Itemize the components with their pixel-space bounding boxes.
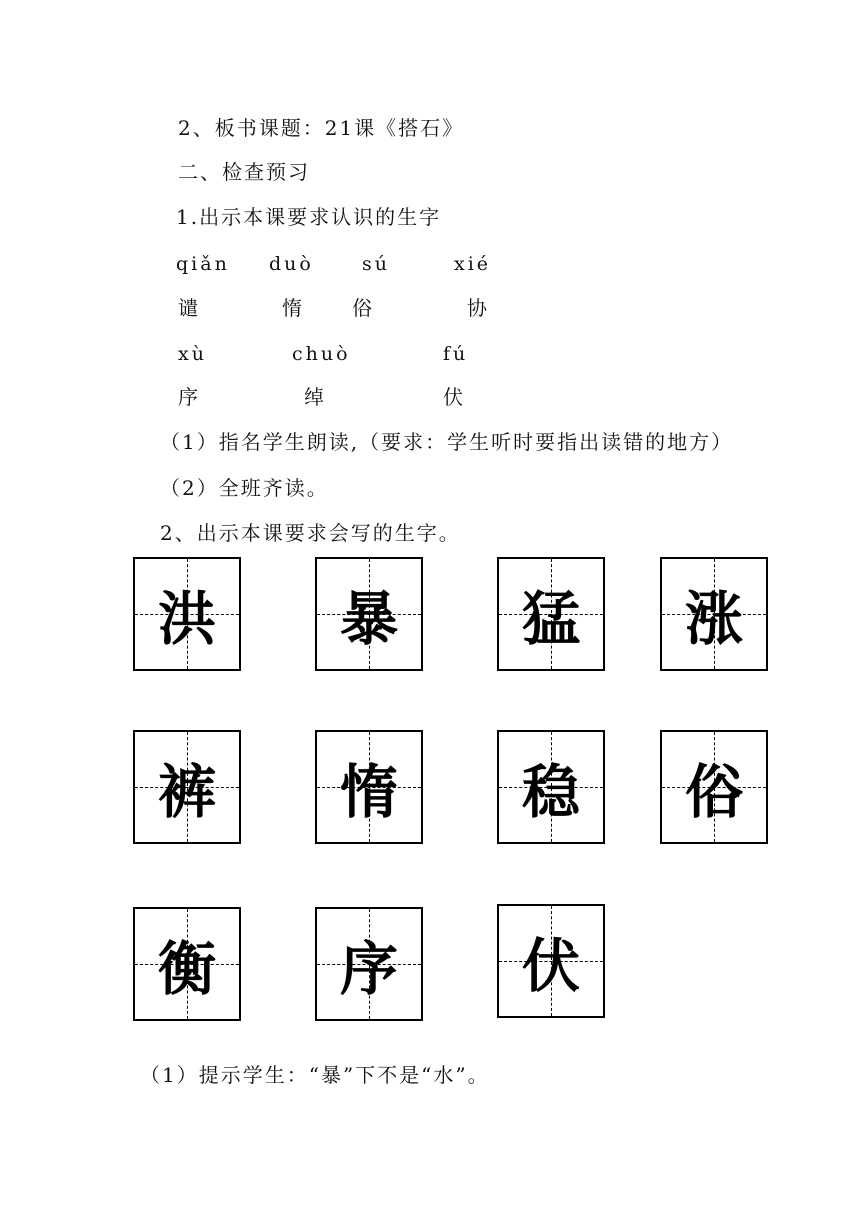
writing-char: 裤 [157, 758, 216, 826]
writing-box-10 [315, 907, 423, 1021]
writing-box-5 [133, 730, 241, 844]
new-char-4: 协 [467, 296, 487, 320]
writing-char: 暴 [339, 585, 398, 653]
new-char-3: 俗 [352, 296, 372, 320]
pinyin-4: xié [454, 253, 492, 275]
pinyin-7: fú [443, 343, 469, 365]
instruction-sub-2: （2）全班齐读。 [160, 476, 329, 500]
pinyin-6: chuò [292, 343, 351, 365]
new-char-5: 序 [178, 385, 198, 409]
writing-char: 惰 [339, 758, 398, 826]
writing-char: 猛 [521, 585, 580, 653]
writing-box-7 [497, 730, 605, 844]
writing-box-11 [497, 904, 605, 1018]
writing-char: 俗 [684, 758, 743, 826]
pinyin-2: duò [269, 253, 314, 275]
writing-char: 洪 [157, 585, 216, 653]
new-char-2: 惰 [282, 296, 302, 320]
pinyin-3: sú [362, 253, 390, 275]
new-char-1: 谴 [178, 296, 198, 320]
writing-box-2 [315, 557, 423, 671]
writing-box-8 [660, 730, 768, 844]
writing-char: 序 [339, 935, 398, 1003]
section-heading: 二、检查预习 [178, 160, 310, 184]
writing-char: 稳 [521, 758, 580, 826]
writing-box-9 [133, 907, 241, 1021]
instruction-sub-1: （1）指名学生朗读,（要求：学生听时要指出读错的地方） [160, 430, 734, 454]
writing-box-6 [315, 730, 423, 844]
instruction-line-2: 2、出示本课要求会写的生字。 [160, 521, 461, 545]
writing-box-4 [660, 557, 768, 671]
pinyin-1: qiǎn [176, 253, 230, 275]
new-char-7: 伏 [443, 385, 463, 409]
lesson-title-line: 2、板书课题：21课《搭石》 [178, 116, 465, 140]
writing-char: 涨 [684, 585, 743, 653]
writing-char: 衡 [157, 935, 216, 1003]
new-char-6: 绰 [304, 385, 324, 409]
writing-char: 伏 [521, 932, 580, 1000]
pinyin-5: xù [178, 343, 207, 365]
writing-box-3 [497, 557, 605, 671]
writing-box-1 [133, 557, 241, 671]
hint-line: （1）提示学生：“暴”下不是“水”。 [140, 1063, 490, 1087]
instruction-line-1: 1.出示本课要求认识的生字 [176, 205, 442, 229]
